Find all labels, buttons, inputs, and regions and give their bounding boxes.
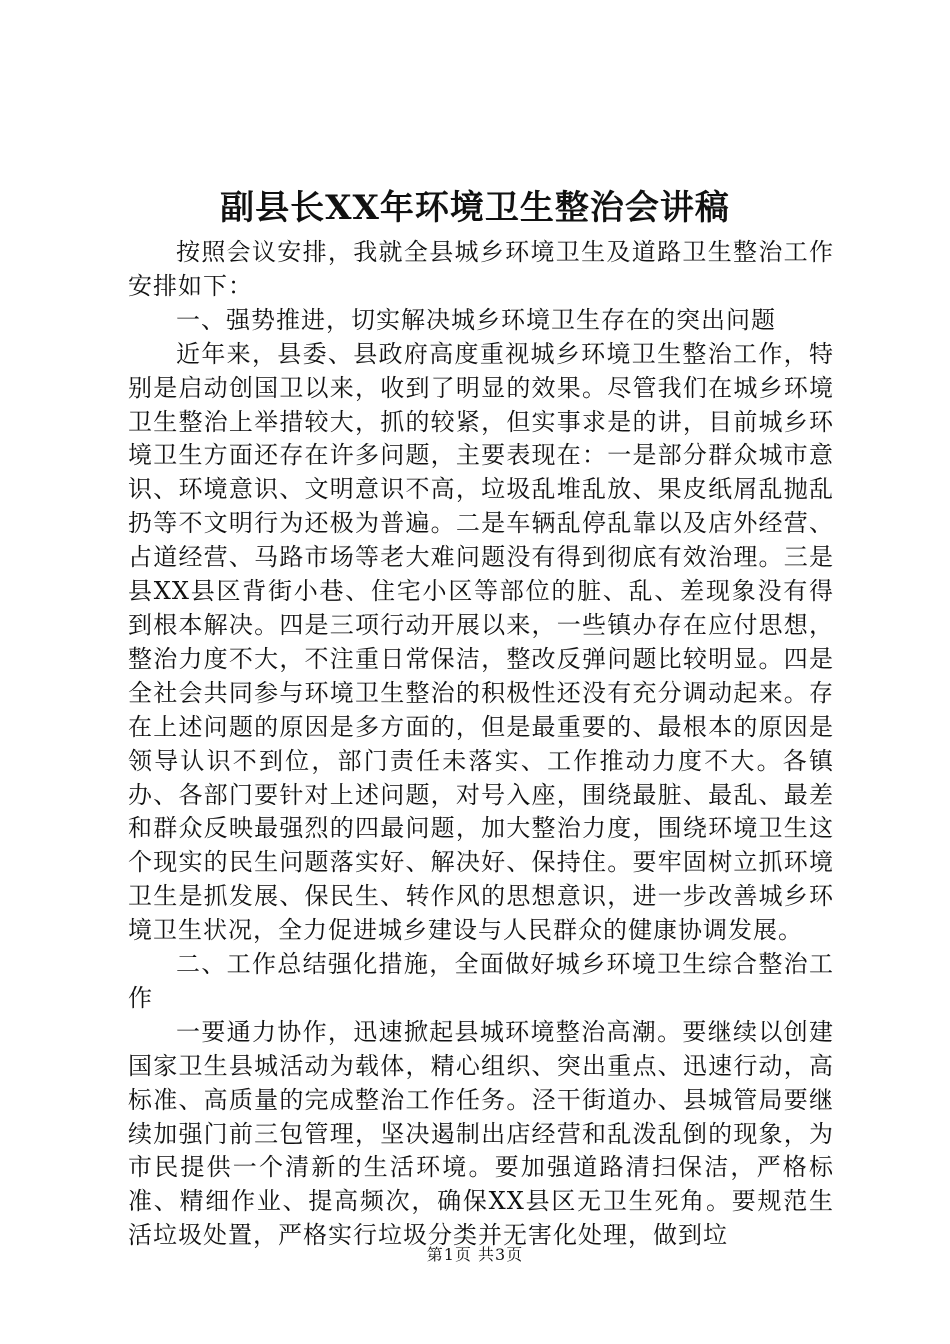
paragraph-intro: 按照会议安排，我就全县城乡环境卫生及道路卫生整治工作安排如下： xyxy=(128,238,834,300)
paragraph-measures: 一要通力协作，迅速掀起县城环境整治高潮。要继续以创建国家卫生县城活动为载体，精心组织、突出重点、迅速行动，高标准、高质量的完成整治工作任务。泾干街道办、县城管局要继续加强门前三包管理，坚决遏制出店经营和乱泼乱倒的现象，为市民提供一个清新的生活环境。要加强道路清扫保洁，严格标准、精细作业、提高频次，确保XX县区无卫生死角。要规范生活垃圾处置，严格实行垃圾分类并无害化处理，做到垃 xyxy=(128,1017,834,1250)
section-heading-2: 二、工作总结强化措施，全面做好城乡环境卫生综合整治工作 xyxy=(128,950,834,1012)
document-title: 副县长XX年环境卫生整治会讲稿 xyxy=(220,188,730,228)
section-heading-1: 一、强势推进，切实解决城乡环境卫生存在的突出问题 xyxy=(176,305,776,334)
paragraph-problems: 近年来，县委、县政府高度重视城乡环境卫生整治工作，特别是启动创国卫以来，收到了明显的效果。尽管我们在城乡环境卫生整治上举措较大，抓的较紧，但实事求是的讲，目前城乡环境卫生方面还存在许多问题，主要表现在：一是部分群众城市意识、环境意识、文明意识不高，垃圾乱堆乱放、果皮纸屑乱抛乱扔等不文明行为还极为普遍。二是车辆乱停乱靠以及店外经营、占道经营、马路市场等老大难问题没有得到彻底有效治理。三是县XX县区背街小巷、住宅小区等部位的脏、乱、差现象没有得到根本解决。四是三项行动开展以来，一些镇办存在应付思想，整治力度不大，不注重日常保洁，整改反弹问题比较明显。四是全社会共同参与环境卫生整治的积极性还没有充分调动起来。存在上述问题的原因是多方面的，但是最重要的、最根本的原因是领导认识不到位，部门责任未落实、工作推动力度不大。各镇办、各部门要针对上述问题，对号入座，围绕最脏、最乱、最差和群众反映最强烈的四最问题，加大整治力度，围绕环境卫生这个现实的民生问题落实好、解决好、保持住。要牢固树立抓环境卫生是抓发展、保民生、转作风的思想意识，进一步改善城乡环境卫生状况，全力促进城乡建设与人民群众的健康协调发展。 xyxy=(128,339,834,945)
page-footer: 第1页 共3页 xyxy=(426,1245,524,1264)
document-body xyxy=(128,236,834,1253)
